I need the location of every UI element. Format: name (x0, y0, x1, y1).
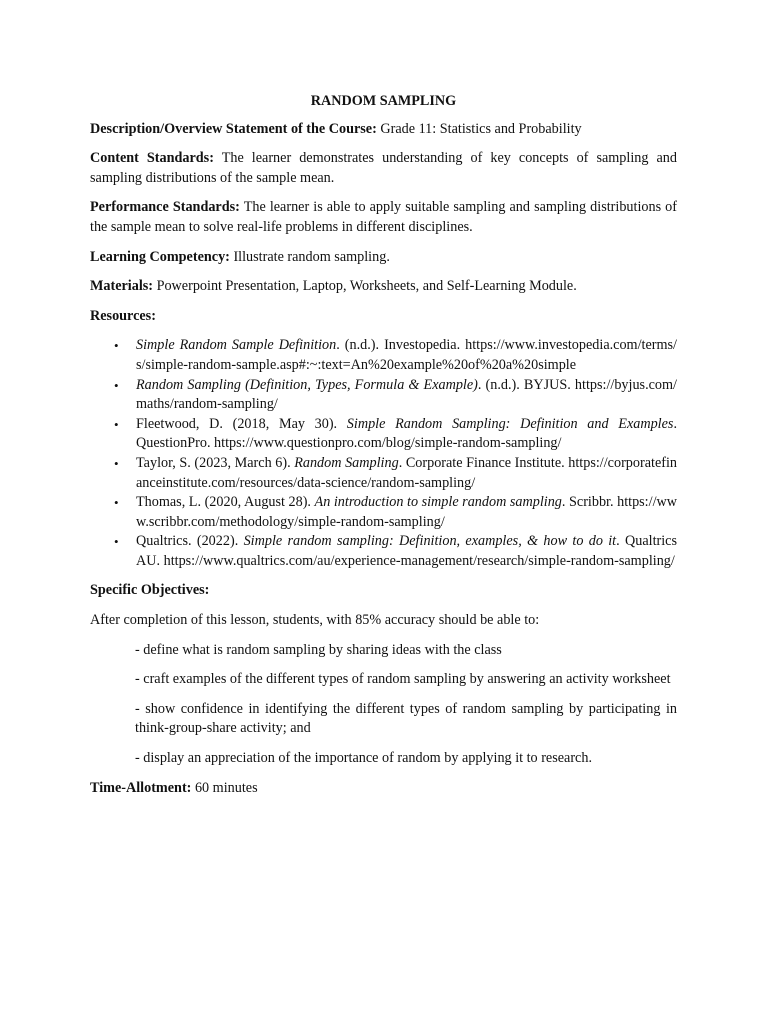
resource-url[interactable]: https://www.qualtrics.com/au/experience-management/research/simple-random-sampling/ (163, 552, 675, 569)
resource-post: . Corporate Finance Institute. (398, 454, 569, 471)
lesson-plan-page (90, 92, 677, 808)
resource-post: . QuestionPro. (136, 415, 677, 452)
resource-url[interactable]: https://www.questionpro.com/blog/simple-random-sampling/ (214, 435, 562, 452)
resource-item (114, 454, 678, 493)
resource-pre: Qualtrics. (2022). (136, 533, 244, 550)
document-title: RANDOM SAMPLING (310, 93, 457, 109)
objective-item: - craft examples of the different types of random sampling by answering an activity worksheet (135, 671, 671, 688)
learning-competency-text: Illustrate random sampling. (229, 248, 390, 265)
resource-pre: Fleetwood, D. (2018, May 30). (136, 415, 347, 432)
resources-label: Resources: (90, 307, 156, 324)
resource-pre: Thomas, L. (2020, August 28). (136, 494, 315, 511)
materials-paragraph (90, 277, 677, 297)
resource-post: . Qualtrics AU. (136, 533, 677, 569)
resources-heading (90, 307, 677, 327)
learning-competency-paragraph (90, 248, 677, 268)
resource-item (114, 532, 677, 571)
resource-pre: Taylor, S. (2023, March 6). (136, 454, 295, 471)
resource-post: . Scribbr. (561, 494, 618, 511)
time-allotment-label: Time-Allotment: (90, 779, 192, 796)
materials-text: Powerpoint Presentation, Laptop, Worksheets, and Self-Learning Module. (153, 278, 577, 295)
time-allotment-paragraph (90, 779, 677, 799)
description-paragraph (90, 120, 677, 140)
resources-list (90, 336, 677, 571)
bullet-icon: • (114, 495, 119, 511)
resource-url[interactable]: https://corporatefinanceinstitute.com/resources/data-science/random-sampling/ (136, 454, 678, 491)
bullet-icon: • (114, 338, 119, 354)
bullet-icon: • (114, 377, 119, 393)
content-standards-label: Content Standards: (90, 150, 214, 167)
resource-item (114, 415, 677, 454)
content-standards-text: The learner demonstrates understanding of key concepts of sampling and sampling distributions of the sample mean. (90, 150, 677, 186)
objectives-intro: After completion of this lesson, students, with 85% accuracy should be able to: (90, 612, 540, 629)
resource-title: Random Sampling (294, 454, 399, 471)
bullet-icon: • (114, 416, 119, 432)
description-text: Grade 11: Statistics and Probability (376, 120, 582, 137)
objective-item: - define what is random sampling by sharing ideas with the class (135, 641, 502, 658)
bullet-icon: • (114, 455, 119, 471)
specific-objectives-label: Specific Objectives: (90, 582, 210, 599)
resource-title: Simple Random Sampling: Definition and Examples (346, 415, 674, 432)
objective-item: - display an appreciation of the importance of random by applying it to research. (135, 750, 592, 767)
resource-url[interactable]: https://www.investopedia.com/terms/s/simple-random-sample.asp#:~:text=An%20example%20of%20a%20simple (136, 337, 677, 373)
resource-item (114, 336, 677, 375)
resource-url[interactable]: https://byjus.com/maths/random-sampling/ (136, 376, 677, 413)
resource-item (114, 493, 678, 532)
resource-title: Simple random sampling: Definition, examples, & how to do it (243, 533, 617, 550)
resource-post: . (n.d.). Investopedia. (336, 337, 466, 354)
description-label: Description/Overview Statement of the Course: (90, 120, 377, 137)
bullet-icon: • (114, 534, 119, 550)
content-standards-paragraph (90, 149, 677, 188)
resource-post: . (n.d.). BYJUS. (477, 376, 575, 393)
performance-standards-label: Performance Standards: (90, 199, 240, 216)
resource-title: An introduction to simple random sampling (314, 494, 562, 511)
time-allotment-text: 60 minutes (191, 779, 258, 796)
resource-title: Random Sampling (Definition, Types, Formula & Example) (136, 376, 478, 393)
performance-standards-text: The learner is able to apply suitable sampling and sampling distributions of the sample mean to solve real-life problems in different disciplines. (90, 199, 677, 235)
resource-title: Simple Random Sample Definition (136, 337, 337, 354)
learning-competency-label: Learning Competency: (90, 248, 230, 265)
materials-label: Materials: (90, 278, 154, 295)
resource-item (114, 376, 677, 415)
performance-standards-paragraph (90, 198, 677, 237)
resource-url[interactable]: https://www.scribbr.com/methodology/simple-random-sampling/ (136, 494, 678, 530)
specific-objectives-heading (90, 581, 677, 601)
objective-item: - show confidence in identifying the different types of random sampling by participating in think-group-share activity; and (135, 700, 677, 737)
